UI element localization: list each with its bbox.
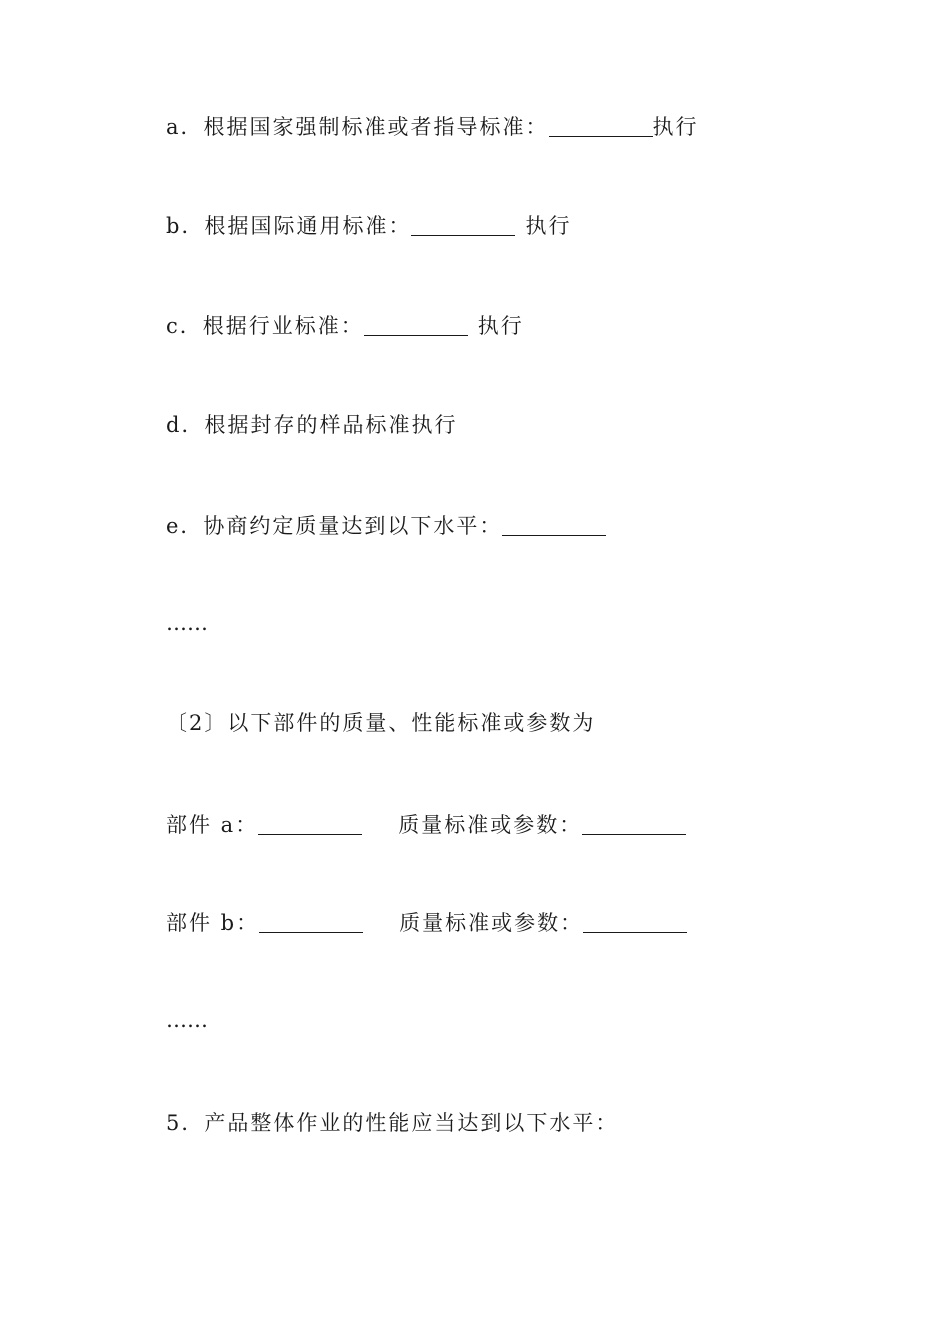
item-a: [166, 112, 699, 142]
item-a-blank: [549, 114, 653, 137]
part-a-blank: [258, 812, 362, 835]
item-d-text: d．根据封存的样品标准执行: [166, 413, 458, 437]
part-b-standard-blank: [583, 910, 687, 933]
part-b-blank: [259, 910, 363, 933]
item-a-text: a．根据国家强制标准或者指导标准：: [166, 115, 549, 139]
part-b-standard-label: 质量标准或参数：: [399, 911, 584, 935]
item-a-suffix: 执行: [652, 115, 699, 139]
part-b-row: [166, 908, 687, 938]
ellipsis-2: ……: [166, 1008, 208, 1032]
item-e-text: e．协商约定质量达到以下水平：: [166, 514, 503, 538]
item-c-text: c．根据行业标准：: [166, 314, 364, 338]
ellipsis-1: ……: [166, 611, 208, 635]
item-e: [166, 511, 606, 541]
item-5: 5．产品整体作业的性能应当达到以下水平：: [166, 1111, 619, 1135]
item-d: [166, 410, 457, 440]
part-a-label: 部件 a：: [166, 813, 259, 837]
part-b-label: 部件 b：: [166, 911, 260, 935]
part-a-standard-label: 质量标准或参数：: [398, 813, 583, 837]
part-a-standard-blank: [582, 812, 686, 835]
item-b-text: b．根据国际通用标准：: [166, 214, 412, 238]
item-b-blank: [411, 213, 515, 236]
section-2-heading: 〔2〕以下部件的质量、性能标准或参数为: [166, 711, 596, 735]
item-c-blank: [364, 313, 468, 336]
item-e-blank: [502, 513, 606, 536]
item-c-suffix: 执行: [477, 314, 524, 338]
item-c: [166, 311, 524, 341]
part-a-row: [166, 810, 686, 840]
item-b-suffix: 执行: [525, 214, 572, 238]
item-b: [166, 211, 571, 241]
